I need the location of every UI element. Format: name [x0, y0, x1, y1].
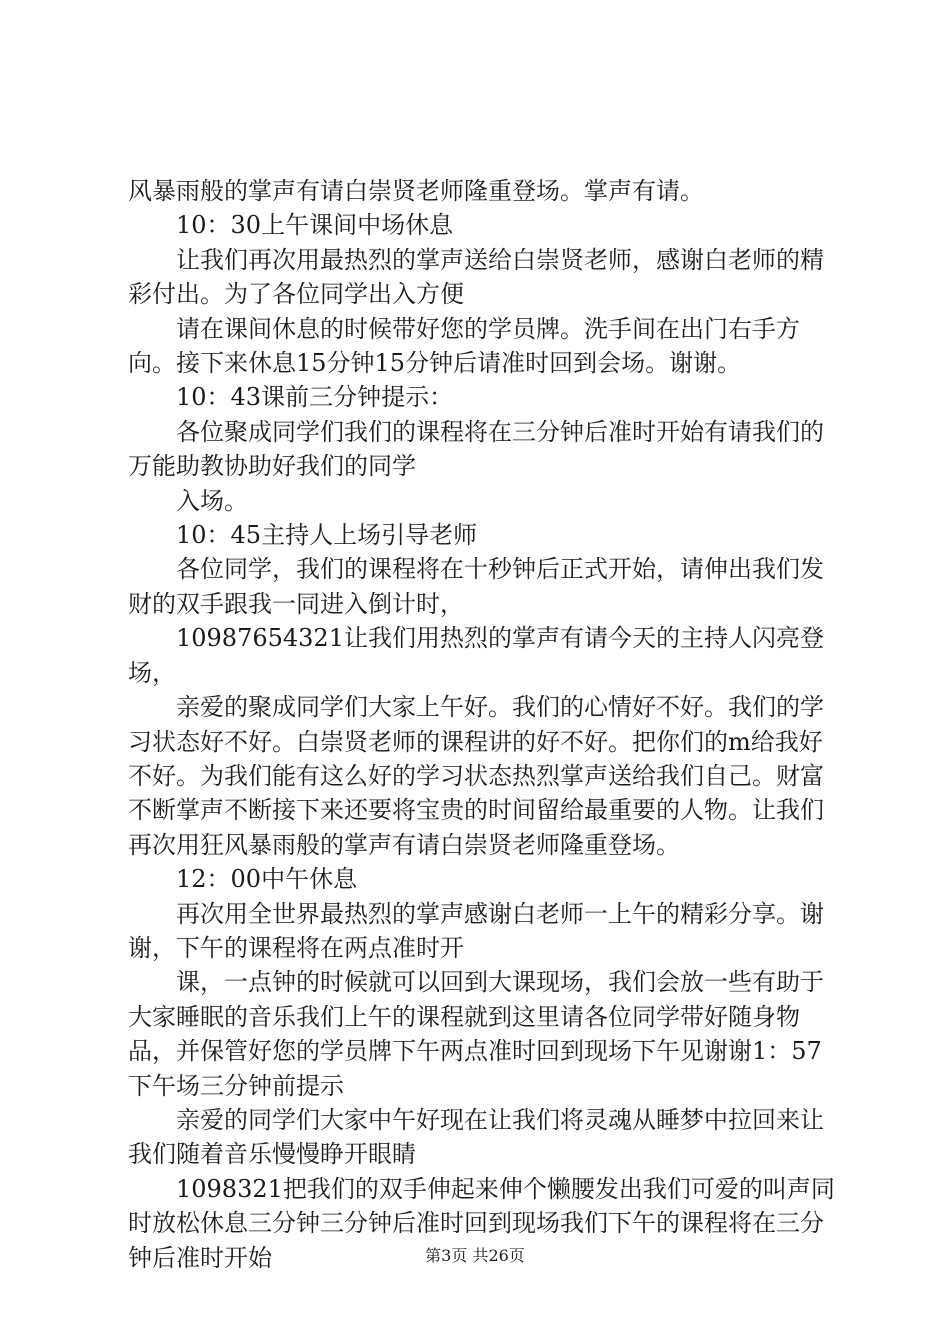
paragraph: 亲爱的同学们大家中午好现在让我们将灵魂从睡梦中拉回来让我们随着音乐慢慢睁开眼睛 — [128, 1105, 824, 1169]
paragraph: 10：45主持人上场引导老师 — [176, 521, 478, 550]
paragraph: 各位同学，我们的课程将在十秒钟后正式开始，请伸出我们发财的双手跟我一同进入倒计时， — [128, 555, 824, 618]
paragraph: 课，一点钟的时候就可以回到大课现场，我们会放一些有助于大家睡眠的音乐我们上午的课程就到这里请各位同学带好随身物品，并保管好您的学员牌下午两点准时回到现场下午见谢谢1：57下午场三分钟前提示 — [128, 968, 824, 1100]
paragraph: 请在课间休息的时候带好您的学员牌。洗手间在出门右手方向。接下来休息15分钟15分钟后请准时回到会场。谢谢。 — [128, 314, 800, 378]
page-footer: 第3页 共26页 — [425, 1246, 525, 1265]
paragraph: 10987654321让我们用热烈的掌声有请今天的主持人闪亮登场， — [128, 624, 824, 687]
paragraph: 入场。 — [176, 486, 248, 515]
document-body — [128, 174, 840, 1275]
paragraph: 12：00中午休息 — [176, 865, 358, 894]
paragraph: 各位聚成同学们我们的课程将在三分钟后准时开始有请我们的万能助教协助好我们的同学 — [128, 417, 824, 481]
paragraph: 亲爱的聚成同学们大家上午好。我们的心情好不好。我们的学习状态好不好。白崇贤老师的课程讲的好不好。把你们的m给我好不好。为我们能有这么好的学习状态热烈掌声送给我们自己。财富不断掌声不断接下来还要将宝贵的时间留给最重要的人物。让我们再次用狂风暴雨般的掌声有请白崇贤老师隆重登场。 — [128, 693, 824, 859]
paragraph: 10：43课前三分钟提示： — [176, 383, 454, 412]
paragraph: 1098321把我们的双手伸起来伸个懒腰发出我们可爱的叫声同时放松休息三分钟三分钟后准时回到现场我们下午的课程将在三分钟后准时开始 — [128, 1174, 835, 1272]
paragraph: 让我们再次用最热烈的掌声送给白崇贤老师，感谢白老师的精彩付出。为了各位同学出入方便 — [128, 245, 824, 309]
paragraph: 10：30上午课间中场休息 — [176, 211, 454, 240]
paragraph: 风暴雨般的掌声有请白崇贤老师隆重登场。掌声有请。 — [128, 177, 704, 205]
paragraph: 再次用全世界最热烈的掌声感谢白老师一上午的精彩分享。谢谢，下午的课程将在两点准时开 — [128, 899, 824, 962]
